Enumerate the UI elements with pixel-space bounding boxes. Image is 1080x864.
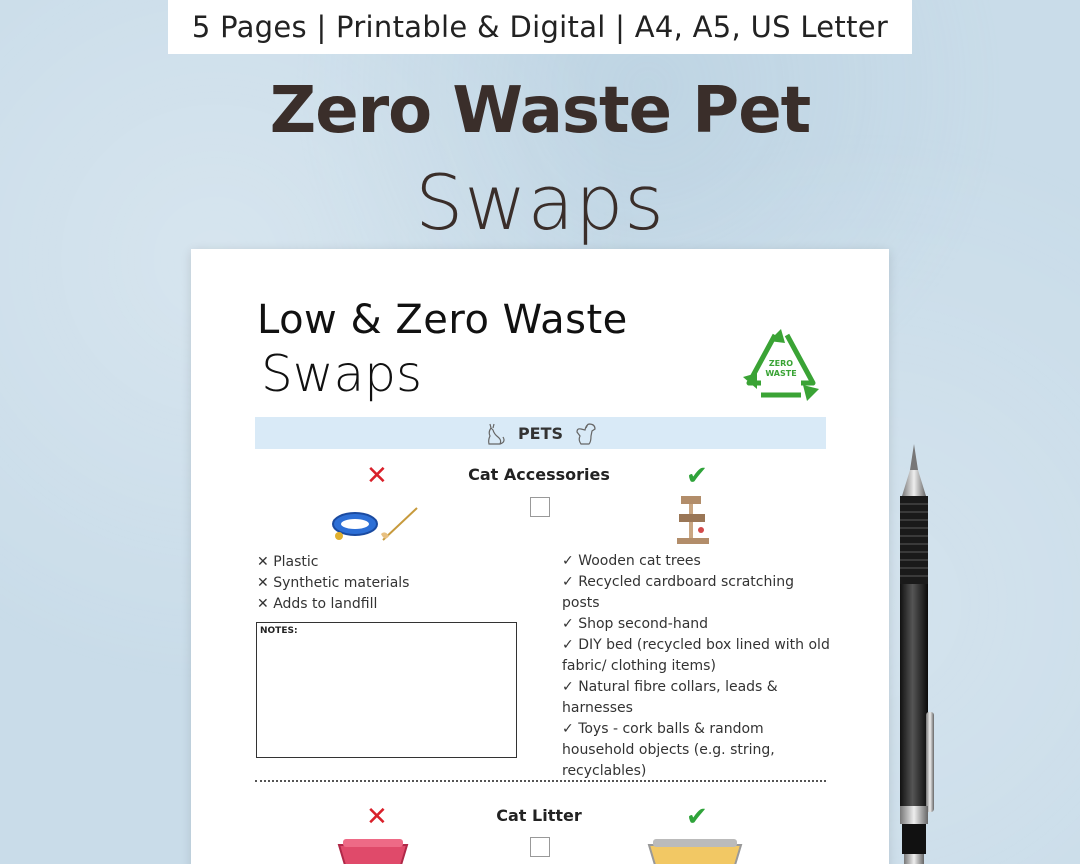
- list-item: ✕ Synthetic materials: [257, 575, 410, 591]
- list-item: ✓ Toys - cork balls & random household objects (e.g. string, recyclables): [562, 721, 775, 779]
- good-items-list: [562, 551, 832, 782]
- notes-label: NOTES:: [260, 626, 298, 636]
- cat-collar-icon: [331, 504, 421, 544]
- list-item: ✕ Plastic: [257, 554, 319, 570]
- hero-subtitle: Swaps: [415, 158, 665, 247]
- bad-items-list: [257, 552, 409, 615]
- list-item: ✓ DIY bed (recycled box lined with old fabric/ clothing items): [562, 637, 830, 674]
- logo-line2: WASTE: [765, 369, 797, 378]
- cat-icon: [482, 420, 508, 446]
- recycle-logo-icon: [739, 327, 823, 403]
- section-checkbox[interactable]: [530, 837, 550, 857]
- not-recommended-mark: ✕: [366, 461, 388, 491]
- notes-box[interactable]: [256, 622, 517, 758]
- section-divider: [255, 780, 826, 782]
- banner-text: 5 Pages | Printable & Digital | A4, A5, US Letter: [191, 10, 889, 44]
- recommended-mark: ✔: [686, 461, 708, 491]
- category-bar: [255, 417, 826, 449]
- list-item: ✓ Natural fibre collars, leads & harnesses: [562, 679, 778, 716]
- section-title-cat-litter: Cat Litter: [496, 806, 582, 825]
- litter-tray-icon: [333, 835, 413, 864]
- section-checkbox[interactable]: [530, 497, 550, 517]
- worksheet-subtitle: Swaps: [261, 345, 423, 403]
- worksheet-page: [191, 249, 889, 864]
- category-label: PETS: [517, 423, 564, 443]
- dog-icon: [573, 420, 599, 446]
- not-recommended-mark: ✕: [366, 802, 388, 832]
- hero-title: Zero Waste Pet: [269, 74, 811, 148]
- litter-tray-icon: [645, 837, 745, 864]
- cat-tree-icon: [673, 494, 713, 546]
- top-banner: [168, 0, 912, 54]
- list-item: ✓ Shop second-hand: [562, 616, 709, 632]
- section-title-cat-accessories: Cat Accessories: [468, 465, 610, 484]
- list-item: ✓ Wooden cat trees: [562, 553, 701, 569]
- recommended-mark: ✔: [686, 802, 708, 832]
- worksheet-title: Low & Zero Waste: [257, 297, 628, 343]
- list-item: ✓ Recycled cardboard scratching posts: [562, 574, 795, 611]
- logo-line1: ZERO: [768, 359, 794, 368]
- pen-icon: [888, 440, 940, 864]
- list-item: ✕ Adds to landfill: [257, 596, 378, 612]
